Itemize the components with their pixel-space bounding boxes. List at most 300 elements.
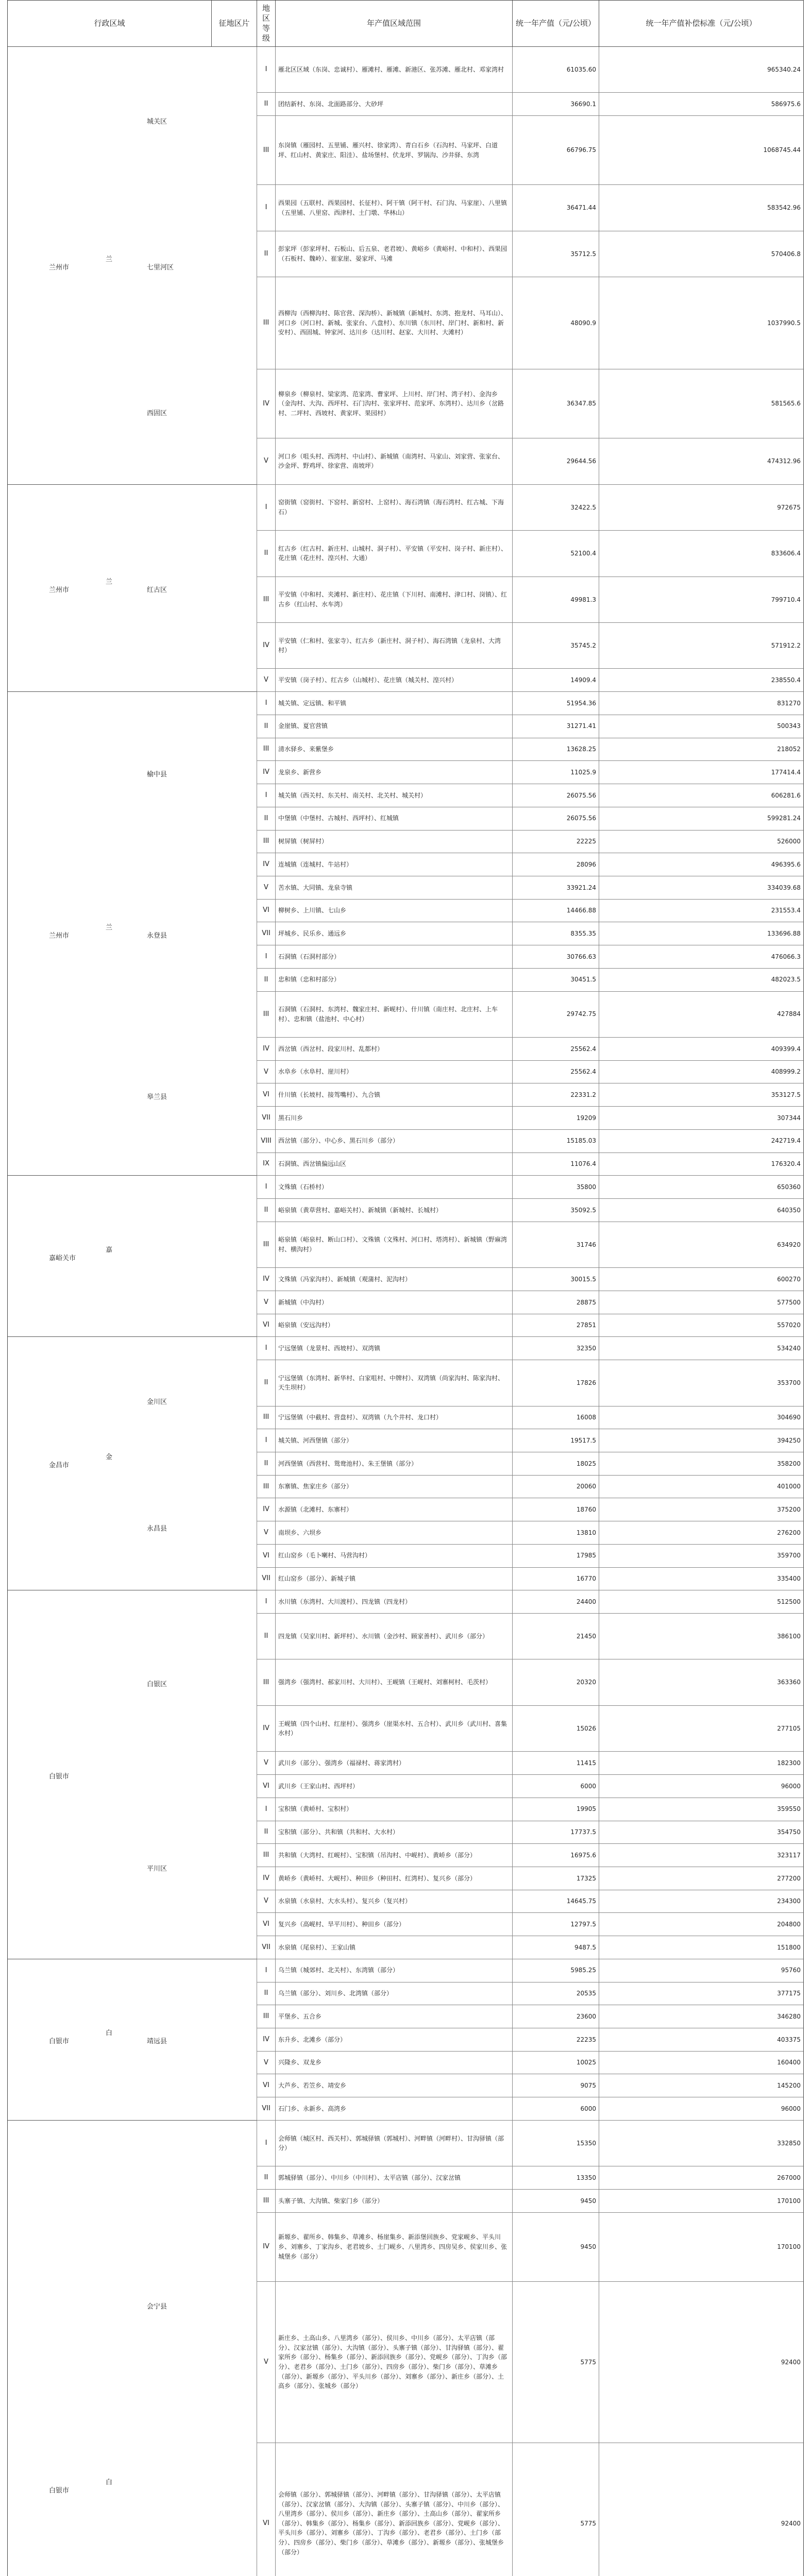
value-cell: 14909.4 bbox=[513, 669, 599, 691]
scope-cell: 红山窑乡（部分）、新城子镇 bbox=[276, 1568, 513, 1590]
grade-cell: I bbox=[257, 784, 276, 807]
grade-cell: IV bbox=[257, 1038, 276, 1060]
value-cell: 17985 bbox=[513, 1545, 599, 1567]
admin-label: 嘉 bbox=[106, 1246, 113, 1254]
admin-label: 红古区 bbox=[147, 586, 167, 594]
admin-region-block bbox=[8, 485, 257, 692]
value-cell: 29742.75 bbox=[513, 992, 599, 1037]
value-cell: 31271.41 bbox=[513, 715, 599, 738]
table-row bbox=[257, 1176, 803, 1199]
grade-cell: I bbox=[257, 1176, 276, 1198]
admin-label: 白 bbox=[106, 2479, 113, 2487]
table-row bbox=[257, 761, 803, 784]
value-cell: 8355.35 bbox=[513, 922, 599, 945]
header-admin: 行政区域 bbox=[8, 1, 212, 47]
value-cell: 32422.5 bbox=[513, 485, 599, 530]
value-cell: 28875 bbox=[513, 1291, 599, 1314]
table-row bbox=[257, 1545, 803, 1568]
admin-label: 白银市 bbox=[49, 1773, 70, 1781]
admin-region-block bbox=[8, 2121, 257, 2576]
value-cell: 20320 bbox=[513, 1659, 599, 1705]
value-cell: 21450 bbox=[513, 1614, 599, 1659]
standard-cell: 600270 bbox=[777, 1275, 801, 1283]
scope-cell: 宁远堡镇（龙景村、西坡村）、双湾镇 bbox=[276, 1337, 513, 1360]
table-row bbox=[257, 669, 803, 692]
value-cell: 20060 bbox=[513, 1476, 599, 1498]
value-cell: 35712.5 bbox=[513, 231, 599, 277]
scope-cell: 西岔镇（西岔村、段家川村、乱都村） bbox=[276, 1038, 513, 1060]
scope-cell: 城关镇（西关村、东关村、南关村、北关村、城关村） bbox=[276, 784, 513, 807]
table-row bbox=[257, 1521, 803, 1545]
value-cell: 16770 bbox=[513, 1568, 599, 1590]
standard-cell: 354750 bbox=[777, 1828, 801, 1836]
admin-label: 兰 bbox=[106, 255, 113, 263]
table-row bbox=[257, 2213, 803, 2282]
table-row bbox=[257, 1429, 803, 1452]
admin-region-block bbox=[8, 1176, 257, 1337]
standard-cell: 323117 bbox=[777, 1851, 801, 1859]
value-cell: 10025 bbox=[513, 2052, 599, 2074]
standard-cell: 557020 bbox=[777, 1321, 801, 1329]
scope-cell: 龙泉乡、新营乡 bbox=[276, 761, 513, 784]
scope-cell: 柳泉乡（柳泉村、梁家湾、范家湾、曹家坪、上川村、岸门村、湾子村）、金沟乡（金沟村、大沟、西坪村、石门沟村、张家坪村、范家坪、东湾村）、达川乡（岔路村、二坪村、西坡村、黄家坪、果园村） bbox=[276, 369, 513, 438]
value-cell: 15026 bbox=[513, 1706, 599, 1751]
grade-cell: VII bbox=[257, 1568, 276, 1590]
standard-cell: 474312.96 bbox=[767, 457, 801, 465]
grade-cell: V bbox=[257, 669, 276, 691]
standard-cell: 403375 bbox=[777, 2036, 801, 2043]
value-cell: 35092.5 bbox=[513, 1199, 599, 1222]
standard-cell: 526000 bbox=[777, 838, 801, 845]
value-cell: 6000 bbox=[513, 2097, 599, 2120]
value-cell: 52100.4 bbox=[513, 531, 599, 576]
scope-cell: 东升乡、北滩乡（部分） bbox=[276, 2028, 513, 2051]
standard-cell: 182300 bbox=[777, 1759, 801, 1767]
grade-cell: IV bbox=[257, 2028, 276, 2051]
grade-cell: IV bbox=[257, 761, 276, 784]
grade-cell: III bbox=[257, 1476, 276, 1498]
grade-cell: IV bbox=[257, 853, 276, 876]
scope-cell: 河西堡镇（西营村、鸳鸯池村）、朱王堡镇（部分） bbox=[276, 1452, 513, 1475]
grade-cell: I bbox=[257, 692, 276, 715]
grade-cell: III bbox=[257, 1844, 276, 1867]
value-cell: 13810 bbox=[513, 1521, 599, 1544]
scope-cell: 大芦乡、若笠乡、靖安乡 bbox=[276, 2074, 513, 2097]
scope-cell: 会师镇（部分）、郭城驿镇（部分）、河畔镇（部分）、甘沟驿镇（部分）、太平店镇（部分）、汉家岔镇（部分）、大沟镇（部分）、头寨子镇（部分）、中川乡（部分）、八里湾乡（部分）、侯川乡（部分）、新庄乡（部分）、土高山乡（部分）、翟家所乡（部分）、韩集乡（部分）、杨集乡（部分）、新添回族乡（部分）、党岘乡（部分）、平头川乡（部分）、刘寨乡（部分）、丁沟乡（部分）、老君乡（部分）、土门乡（部分）、四房乡（部分）、柴门乡（部分）、草滩乡（部分）、新塬乡（部分）、张城堡乡（部分） bbox=[276, 2443, 513, 2576]
grade-cell: VII bbox=[257, 2097, 276, 2120]
standard-cell: 267000 bbox=[777, 2174, 801, 2181]
scope-cell: 会师镇（城区村、西关村）、郭城驿镇（郭城村）、河畔镇（河畔村）、甘沟驿镇（部分） bbox=[276, 2121, 513, 2166]
table-row bbox=[257, 715, 803, 738]
grade-cell: IV bbox=[257, 1706, 276, 1751]
scope-cell: 文殊镇（冯家沟村）、新城镇（观蒲村、泥沟村） bbox=[276, 1268, 513, 1291]
scope-cell: 东岗镇（雁园村、五里铺、雁兴村、徐家湾）、青白石乡（石沟村、马家坪、白道坪、红山村、黄家庄、阳洼）、盐场堡村、伏龙坪、罗锅沟、沙井驿、东湾 bbox=[276, 116, 513, 184]
scope-cell: 四龙镇（吴家川村、新坪村）、水川镇（金沙村、顾家善村）、武川乡（部分） bbox=[276, 1614, 513, 1659]
scope-cell: 宁远堡镇（中截村、营盘村）、双湾镇（九个井村、龙口村） bbox=[276, 1406, 513, 1429]
scope-cell: 武川乡（王家山村、西坪村） bbox=[276, 1775, 513, 1798]
scope-cell: 郭城驿镇（部分）、中川乡（中川村）、太平店镇（部分）、汉家岔镇 bbox=[276, 2166, 513, 2189]
land-value-table bbox=[7, 0, 804, 2576]
value-cell: 26075.56 bbox=[513, 807, 599, 830]
grade-cell: I bbox=[257, 185, 276, 230]
table-row bbox=[257, 853, 803, 876]
grade-cell: V bbox=[257, 2282, 276, 2443]
header-grade: 地区等级 bbox=[257, 1, 276, 47]
table-row bbox=[257, 692, 803, 715]
standard-cell: 363360 bbox=[777, 1679, 801, 1686]
grade-cell: II bbox=[257, 1982, 276, 2005]
standard-cell: 534240 bbox=[777, 1344, 801, 1352]
value-cell: 30015.5 bbox=[513, 1268, 599, 1291]
scope-cell: 武川乡（部分）、强湾乡（福禄村、蒋家湾村） bbox=[276, 1752, 513, 1774]
standard-cell: 204800 bbox=[777, 1920, 801, 1928]
grade-cell: III bbox=[257, 2190, 276, 2212]
standard-cell: 496395.6 bbox=[771, 860, 801, 868]
table-row bbox=[257, 2190, 803, 2213]
grade-cell: V bbox=[257, 2052, 276, 2074]
scope-cell: 宁远堡镇（东湾村、新华村、白家咀村、中牌村）、双湾镇（尚家沟村、陈家沟村、天生坝村） bbox=[276, 1360, 513, 1405]
table-row bbox=[257, 1268, 803, 1291]
table-row bbox=[257, 231, 803, 277]
scope-cell: 文殊镇（石桥村） bbox=[276, 1176, 513, 1198]
standard-cell: 276200 bbox=[777, 1529, 801, 1536]
scope-cell: 新城镇（中沟村） bbox=[276, 1291, 513, 1314]
value-cell: 19209 bbox=[513, 1107, 599, 1129]
grade-cell: V bbox=[257, 1061, 276, 1083]
standard-cell: 476066.3 bbox=[771, 953, 801, 960]
table-row bbox=[257, 2052, 803, 2075]
header-scope: 年产值区域范围 bbox=[276, 1, 513, 47]
grade-cell: III bbox=[257, 1406, 276, 1429]
standard-cell: 96000 bbox=[781, 2105, 801, 2112]
header-standard: 统一年产值补偿标准（元/公顷） bbox=[599, 1, 803, 47]
table-row bbox=[257, 1291, 803, 1314]
standard-cell: 799710.4 bbox=[771, 596, 801, 603]
scope-cell: 水源镇（北滩村、东寨村） bbox=[276, 1498, 513, 1521]
admin-label: 兰州市 bbox=[49, 931, 70, 940]
grade-cell: II bbox=[257, 1821, 276, 1844]
standard-cell: 133696.88 bbox=[767, 929, 801, 937]
table-row bbox=[257, 1844, 803, 1867]
admin-region-block bbox=[8, 1959, 257, 2121]
scope-cell: 柳树乡、上川镇、七山乡 bbox=[276, 900, 513, 922]
grade-cell: V bbox=[257, 1521, 276, 1544]
value-cell: 27851 bbox=[513, 1314, 599, 1337]
scope-cell: 平安镇（中和村、夹滩村、新庄村）、花庄镇（下川村、南滩村、津口村、岗镇）、红古乡（红山村、水车湾） bbox=[276, 577, 513, 622]
table-row bbox=[257, 369, 803, 438]
scope-cell: 水川镇（东湾村、大川渡村）、四龙镇（四龙村） bbox=[276, 1590, 513, 1613]
standard-cell: 160400 bbox=[777, 2059, 801, 2066]
value-cell: 35745.2 bbox=[513, 623, 599, 668]
table-row bbox=[257, 1590, 803, 1614]
table-row bbox=[257, 876, 803, 900]
value-cell: 13628.25 bbox=[513, 738, 599, 761]
header-value: 统一年产值（元/公顷） bbox=[513, 1, 599, 47]
value-cell: 9487.5 bbox=[513, 1936, 599, 1959]
table-row bbox=[257, 277, 803, 369]
scope-cell: 南坝乡、六坝乡 bbox=[276, 1521, 513, 1544]
table-row bbox=[257, 807, 803, 831]
standard-cell: 359550 bbox=[777, 1805, 801, 1813]
scope-cell: 宝积镇（黄峤村、宝积村） bbox=[276, 1798, 513, 1821]
scope-cell: 水阜乡（水阜村、崖川村） bbox=[276, 1061, 513, 1083]
value-cell: 11415 bbox=[513, 1752, 599, 1774]
value-cell: 36347.85 bbox=[513, 369, 599, 438]
value-cell: 11076.4 bbox=[513, 1153, 599, 1176]
table-row bbox=[257, 1498, 803, 1521]
standard-cell: 231553.4 bbox=[771, 907, 801, 914]
table-row bbox=[257, 1775, 803, 1798]
admin-label: 城关区 bbox=[147, 117, 167, 126]
standard-cell: 833606.4 bbox=[771, 550, 801, 557]
grade-cell: II bbox=[257, 807, 276, 830]
table-row bbox=[257, 992, 803, 1038]
value-cell: 23600 bbox=[513, 2005, 599, 2028]
standard-cell: 218052 bbox=[777, 745, 801, 753]
admin-label: 白银市 bbox=[49, 2038, 70, 2046]
table-row bbox=[257, 485, 803, 531]
value-cell: 49981.3 bbox=[513, 577, 599, 622]
scope-cell: 连城镇（连城村、牛站村） bbox=[276, 853, 513, 876]
value-cell: 30451.5 bbox=[513, 969, 599, 991]
grade-cell: IV bbox=[257, 369, 276, 438]
standard-cell: 401000 bbox=[777, 1483, 801, 1490]
admin-label: 兰州市 bbox=[49, 263, 70, 272]
scope-cell: 峪泉镇（黄草营村、嘉峪关村）、新城镇（新城村、长城村） bbox=[276, 1199, 513, 1222]
standard-cell: 176320.4 bbox=[771, 1160, 801, 1168]
standard-cell: 375200 bbox=[777, 1506, 801, 1513]
value-cell: 9450 bbox=[513, 2213, 599, 2281]
admin-label: 兰 bbox=[106, 923, 113, 931]
grade-cell: VIII bbox=[257, 1130, 276, 1153]
scope-cell: 清水驿乡、来紫堡乡 bbox=[276, 738, 513, 761]
value-cell: 15185.03 bbox=[513, 1130, 599, 1153]
value-cell: 26075.56 bbox=[513, 784, 599, 807]
value-cell: 17826 bbox=[513, 1360, 599, 1405]
admin-label: 金 bbox=[106, 1453, 113, 1462]
table-row bbox=[257, 93, 803, 116]
table-row bbox=[257, 1038, 803, 1061]
scope-cell: 黑石川乡 bbox=[276, 1107, 513, 1129]
scope-cell: 红古乡（红古村、新庄村、山城村、洞子村）、平安镇（平安村、岗子村、新庄村）、花庄镇（花庄村、湟兴村、大通） bbox=[276, 531, 513, 576]
table-row bbox=[257, 531, 803, 577]
standard-cell: 359700 bbox=[777, 1552, 801, 1560]
value-cell: 18025 bbox=[513, 1452, 599, 1475]
value-cell: 29644.56 bbox=[513, 438, 599, 484]
value-cell: 32350 bbox=[513, 1337, 599, 1360]
scope-cell: 水泉镇（水泉村、大水头村）、复兴乡（复兴村） bbox=[276, 1890, 513, 1913]
value-cell: 5775 bbox=[513, 2443, 599, 2576]
standard-cell: 965340.24 bbox=[767, 65, 801, 73]
table-row bbox=[257, 1314, 803, 1337]
scope-cell: 新塬乡、翟所乡、韩集乡、草滩乡、杨崖集乡、新添堡回族乡、党家岘乡、平头川乡、刘寨乡、丁家沟乡、老君坡乡、土门岘乡、八里湾乡、四房吴乡、侯家川乡、张城堡乡（部分） bbox=[276, 2213, 513, 2281]
standard-cell: 170100 bbox=[777, 2197, 801, 2205]
value-cell: 36690.1 bbox=[513, 93, 599, 115]
grade-cell: III bbox=[257, 992, 276, 1037]
table-row bbox=[257, 1798, 803, 1821]
standard-cell: 151800 bbox=[777, 1943, 801, 1951]
scope-cell: 乌兰镇（部分）、刘川乡、北湾镇（部分） bbox=[276, 1982, 513, 2005]
standard-cell: 304690 bbox=[777, 1414, 801, 1421]
admin-label: 白银区 bbox=[147, 1681, 167, 1689]
standard-cell: 394250 bbox=[777, 1436, 801, 1444]
value-cell: 31746 bbox=[513, 1222, 599, 1267]
scope-cell: 西果园（五联村、西果园村、长征村）、阿干镇（阿干村、石门沟、马家崖）、八里镇（五里铺、八里窑、西津村、土门墩、华林山） bbox=[276, 185, 513, 230]
table-row bbox=[257, 900, 803, 923]
table-row bbox=[257, 2005, 803, 2028]
scope-cell: 兴隆乡、双龙乡 bbox=[276, 2052, 513, 2074]
table-row bbox=[257, 831, 803, 854]
admin-label: 白 bbox=[106, 2029, 113, 2038]
standard-cell: 640350 bbox=[777, 1206, 801, 1214]
grade-cell: V bbox=[257, 876, 276, 899]
grade-cell: II bbox=[257, 93, 276, 115]
scope-cell: 东寨镇、焦家庄乡（部分） bbox=[276, 1476, 513, 1498]
scope-cell: 石门乡、永新乡、高湾乡 bbox=[276, 2097, 513, 2120]
grade-cell: II bbox=[257, 2166, 276, 2189]
value-cell: 5985.25 bbox=[513, 1959, 599, 1982]
table-row bbox=[257, 116, 803, 185]
grade-cell: IV bbox=[257, 2213, 276, 2281]
admin-region-block bbox=[8, 1590, 257, 1959]
grade-cell: IX bbox=[257, 1153, 276, 1176]
standard-cell: 583542.96 bbox=[767, 204, 801, 212]
scope-cell: 乌兰镇（城郊村、北关村）、东湾镇（部分） bbox=[276, 1959, 513, 1982]
admin-label: 皋兰县 bbox=[147, 1093, 167, 1101]
grade-cell: VI bbox=[257, 1314, 276, 1337]
value-cell: 25562.4 bbox=[513, 1061, 599, 1083]
scope-cell: 峪泉镇（安远沟村） bbox=[276, 1314, 513, 1337]
value-cell: 16008 bbox=[513, 1406, 599, 1429]
admin-label: 永昌县 bbox=[147, 1525, 167, 1533]
table-row bbox=[257, 1061, 803, 1084]
value-cell: 30766.63 bbox=[513, 945, 599, 968]
scope-cell: 红山窑乡（毛卜喇村、马营沟村） bbox=[276, 1545, 513, 1567]
value-cell: 17325 bbox=[513, 1867, 599, 1890]
standard-cell: 831270 bbox=[777, 699, 801, 707]
scope-cell: 树屏镇（树屏村） bbox=[276, 831, 513, 853]
standard-cell: 1068745.44 bbox=[763, 146, 801, 154]
standard-cell: 92400 bbox=[781, 2358, 801, 2366]
value-cell: 9450 bbox=[513, 2190, 599, 2212]
table-row bbox=[257, 2028, 803, 2052]
standard-cell: 353127.5 bbox=[771, 1091, 801, 1099]
grade-cell: I bbox=[257, 1959, 276, 1982]
grade-cell: I bbox=[257, 47, 276, 92]
value-cell: 20535 bbox=[513, 1982, 599, 2005]
scope-cell: 坪城乡、民乐乡、通远乡 bbox=[276, 922, 513, 945]
table-row bbox=[257, 623, 803, 669]
admin-label: 金昌市 bbox=[49, 1462, 70, 1470]
scope-cell: 忠和镇（忠和村部分） bbox=[276, 969, 513, 991]
standard-cell: 242719.4 bbox=[771, 1137, 801, 1145]
table-row bbox=[257, 922, 803, 945]
table-row bbox=[257, 2282, 803, 2443]
scope-cell: 金崖镇、夏官营镇 bbox=[276, 715, 513, 738]
value-cell: 12797.5 bbox=[513, 1913, 599, 1936]
standard-cell: 512500 bbox=[777, 1598, 801, 1605]
value-cell: 6000 bbox=[513, 1775, 599, 1798]
value-cell: 22235 bbox=[513, 2028, 599, 2051]
value-cell: 28096 bbox=[513, 853, 599, 876]
value-cell: 16975.6 bbox=[513, 1844, 599, 1867]
standard-cell: 571912.2 bbox=[771, 641, 801, 649]
scope-cell: 复兴乡（高岘村、旱平川村）、种田乡（部分） bbox=[276, 1913, 513, 1936]
grade-cell: IV bbox=[257, 1498, 276, 1521]
grade-cell: I bbox=[257, 945, 276, 968]
grade-cell: I bbox=[257, 1337, 276, 1360]
standard-cell: 500343 bbox=[777, 722, 801, 730]
grade-cell: II bbox=[257, 1614, 276, 1659]
table-row bbox=[257, 1706, 803, 1752]
grade-cell: III bbox=[257, 2005, 276, 2028]
scope-cell: 西柳沟（西柳沟村、陈官营、深沟桥）、新城镇（新城村、东湾、抱龙村、马耳山）、河口乡（河口村、新城、张家台、八盘村）、东川镇（东川村、岸门村、新和村、新安村）、西固城、钟家河、达川乡（达川村、赵家、大川村、大滩村） bbox=[276, 277, 513, 369]
scope-cell: 苦水镇、大同镇、龙泉寺镇 bbox=[276, 876, 513, 899]
standard-cell: 332850 bbox=[777, 2139, 801, 2147]
table-row bbox=[257, 784, 803, 807]
standard-cell: 386100 bbox=[777, 1632, 801, 1640]
grade-cell: VII bbox=[257, 922, 276, 945]
admin-region-block bbox=[8, 47, 257, 485]
grade-cell: II bbox=[257, 715, 276, 738]
scope-cell: 黄峤乡（黄峤村、大岘村）、种田乡（种田村、红湾村）、复兴乡（部分） bbox=[276, 1867, 513, 1890]
grade-cell: VI bbox=[257, 1913, 276, 1936]
standard-cell: 586975.6 bbox=[771, 100, 801, 108]
value-cell: 24400 bbox=[513, 1590, 599, 1613]
scope-cell: 西岔镇（部分）、中心乡、黑石川乡（部分） bbox=[276, 1130, 513, 1153]
scope-cell: 平堡乡、五合乡 bbox=[276, 2005, 513, 2028]
admin-region-block bbox=[8, 692, 257, 1176]
scope-cell: 共和镇（大湾村、红岘村）、宝积镇（吊沟村、中岘村）、黄峤乡（部分） bbox=[276, 1844, 513, 1867]
value-cell: 18760 bbox=[513, 1498, 599, 1521]
value-cell: 36471.44 bbox=[513, 185, 599, 230]
grade-cell: VI bbox=[257, 1775, 276, 1798]
standard-cell: 972675 bbox=[777, 503, 801, 511]
standard-cell: 606281.6 bbox=[771, 791, 801, 799]
standard-cell: 650360 bbox=[777, 1183, 801, 1191]
value-cell: 19517.5 bbox=[513, 1429, 599, 1452]
table-row bbox=[257, 1083, 803, 1107]
grade-cell: I bbox=[257, 1798, 276, 1821]
admin-label: 西固区 bbox=[147, 410, 167, 418]
admin-label: 七里河区 bbox=[147, 263, 174, 272]
table-row bbox=[257, 2097, 803, 2121]
grade-cell: VI bbox=[257, 1083, 276, 1106]
grade-cell: V bbox=[257, 1752, 276, 1774]
grade-cell: II bbox=[257, 231, 276, 277]
table-row bbox=[257, 1821, 803, 1844]
value-cell: 11025.9 bbox=[513, 761, 599, 784]
grade-cell: II bbox=[257, 1360, 276, 1405]
standard-cell: 95760 bbox=[781, 1967, 801, 1974]
table-row bbox=[257, 1867, 803, 1890]
scope-cell: 彭家坪（彭家坪村、石板山、后五泉、老君坡）、黄峪乡（黄峪村、中和村）、西果园（石板村、魏岭）、崔家崖、晏家坪、马滩 bbox=[276, 231, 513, 277]
standard-cell: 277200 bbox=[777, 1874, 801, 1882]
admin-label: 金川区 bbox=[147, 1398, 167, 1406]
grade-cell: III bbox=[257, 738, 276, 761]
standard-cell: 358200 bbox=[777, 1460, 801, 1467]
standard-cell: 177414.4 bbox=[771, 768, 801, 776]
grade-cell: II bbox=[257, 1452, 276, 1475]
table-row bbox=[257, 2443, 803, 2576]
value-cell: 19905 bbox=[513, 1798, 599, 1821]
scope-cell: 窑街镇（窑街村、下窑村、新窑村、上窑村）、海石湾镇（海石湾村、红古城、下海石） bbox=[276, 485, 513, 530]
admin-label: 兰州市 bbox=[49, 586, 70, 594]
standard-cell: 1037990.5 bbox=[767, 319, 801, 327]
table-row bbox=[257, 1130, 803, 1153]
grade-cell: III bbox=[257, 1222, 276, 1267]
standard-cell: 634920 bbox=[777, 1241, 801, 1248]
